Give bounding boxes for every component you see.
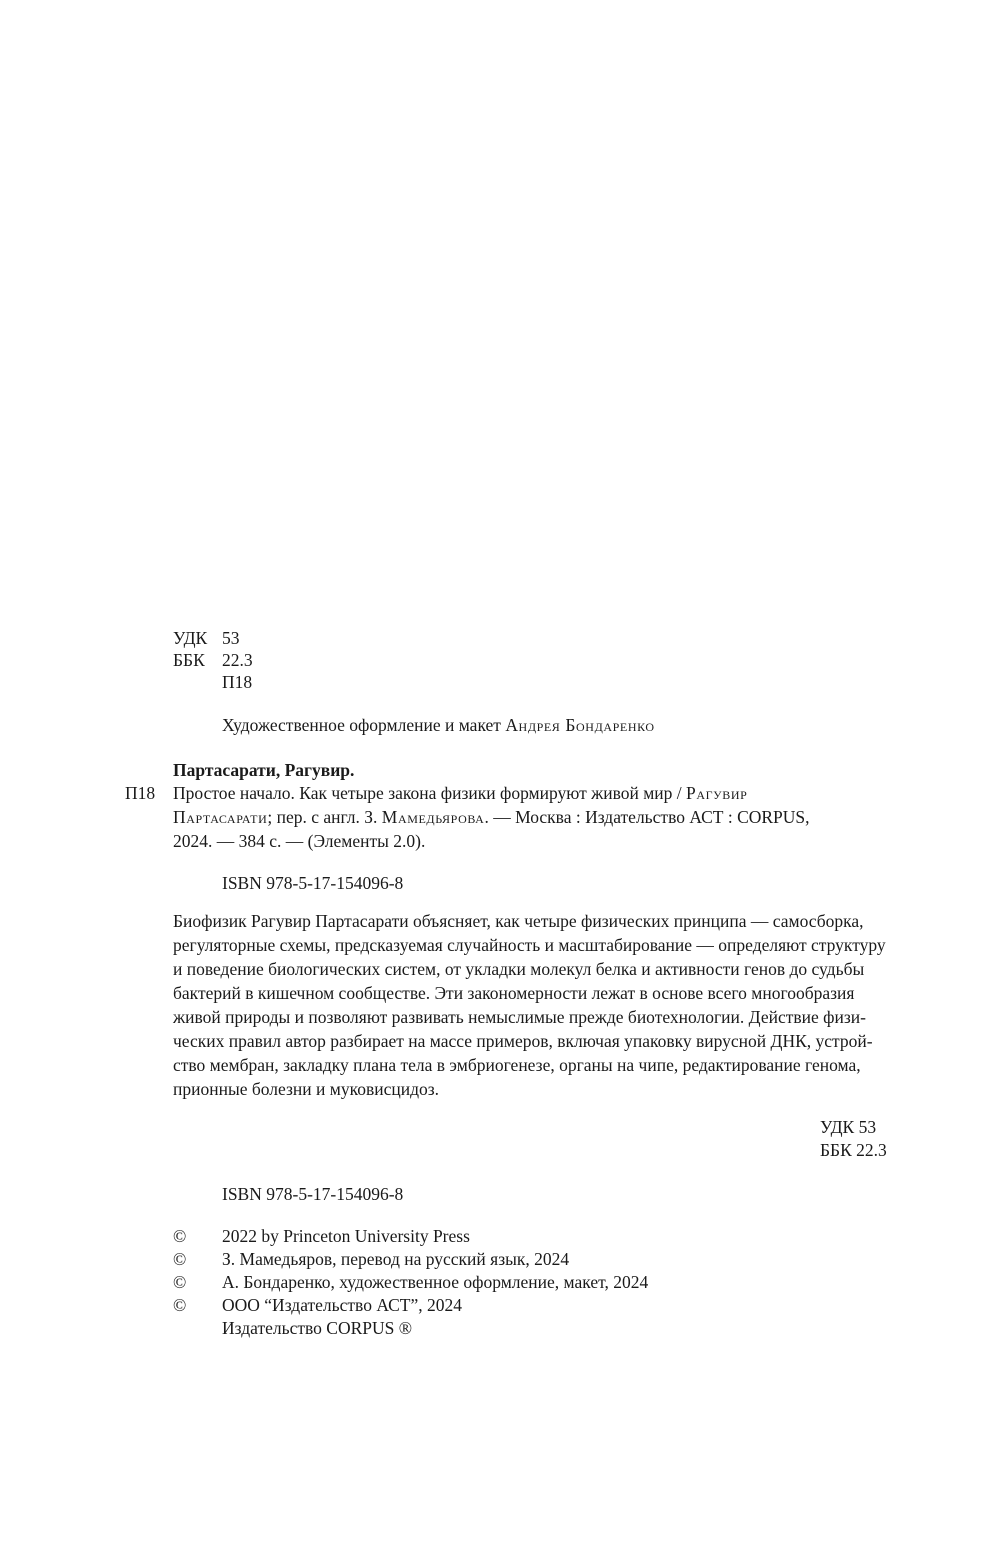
bib-heading: Партасарати, Рагувир. bbox=[173, 760, 355, 780]
annotation-line: и поведение биологических систем, от укладки молекул белка и активности генов до судьбы bbox=[173, 959, 865, 979]
annotation-line: ство мембран, закладку плана тела в эмбриогенезе, органы на чипе, редактирование генома, bbox=[173, 1055, 861, 1075]
copyright-symbol: © bbox=[173, 1226, 187, 1246]
bib-title: Простое начало. Как четыре закона физики формируют живой мир / bbox=[173, 783, 682, 803]
annotation-line: регуляторные схемы, предсказуемая случайность и масштабирование — определяют структуру bbox=[173, 935, 886, 955]
design-credit bbox=[222, 713, 655, 737]
imprint: Издательство CORPUS ® bbox=[222, 1318, 413, 1338]
copyright-entry: А. Бондаренко, художественное оформление, макет, 2024 bbox=[222, 1272, 649, 1292]
udk-value: 53 bbox=[222, 628, 240, 648]
bbk-value: 22.3 bbox=[222, 650, 253, 670]
author-mark: П18 bbox=[222, 672, 253, 692]
copyright-symbol: © bbox=[173, 1272, 187, 1292]
isbn-bottom: ISBN 978-5-17-154096-8 bbox=[222, 1184, 404, 1204]
bib-line-3: 2024. — 384 с. — (Элементы 2.0). bbox=[173, 831, 426, 851]
bib-translation: ; пер. с англ. З. bbox=[267, 807, 378, 827]
copyright-symbol: © bbox=[173, 1249, 187, 1269]
annotation-line: живой природы и позволяют развивать немыслимые прежде биотехнологии. Действие физи- bbox=[173, 1007, 866, 1027]
copyright-symbol: © bbox=[173, 1295, 187, 1315]
design-credit-name: Андрея Бондаренко bbox=[505, 715, 655, 735]
bib-author-last: Партасарати bbox=[173, 807, 268, 827]
bib-translator: Мамедьярова bbox=[381, 807, 485, 827]
copyright-entry: 2022 by Princeton University Press bbox=[222, 1226, 470, 1246]
udk-label: УДК bbox=[173, 628, 208, 648]
bib-publisher: . — Москва : Издательство АСТ : CORPUS, bbox=[484, 807, 810, 827]
bib-line-2 bbox=[173, 805, 810, 829]
annotation-line: бактерий в кишечном сообществе. Эти закономерности лежат в основе всего многообразия bbox=[173, 983, 855, 1003]
bib-mark: П18 bbox=[125, 783, 156, 803]
design-credit-text: Художественное оформление и макет bbox=[222, 715, 501, 735]
annotation-line: ческих правил автор разбирает на массе примеров, включая упаковку вирусной ДНК, устрой- bbox=[173, 1031, 873, 1051]
copyright-entry: З. Мамедьяров, перевод на русский язык, 2024 bbox=[222, 1249, 570, 1269]
copyright-entry: ООО “Издательство АСТ”, 2024 bbox=[222, 1295, 462, 1315]
annotation-line: прионные болезни и муковисцидоз. bbox=[173, 1079, 440, 1099]
isbn-top: ISBN 978-5-17-154096-8 bbox=[222, 873, 404, 893]
annotation-line: Биофизик Рагувир Партасарати объясняет, как четыре физических принципа — самосборка, bbox=[173, 911, 864, 931]
udk-right: УДК 53 bbox=[820, 1117, 877, 1137]
bbk-label: ББК bbox=[173, 650, 205, 670]
bbk-right: ББК 22.3 bbox=[820, 1140, 887, 1160]
bib-author-first: Рагувир bbox=[686, 783, 748, 803]
bib-line-1 bbox=[173, 781, 747, 805]
